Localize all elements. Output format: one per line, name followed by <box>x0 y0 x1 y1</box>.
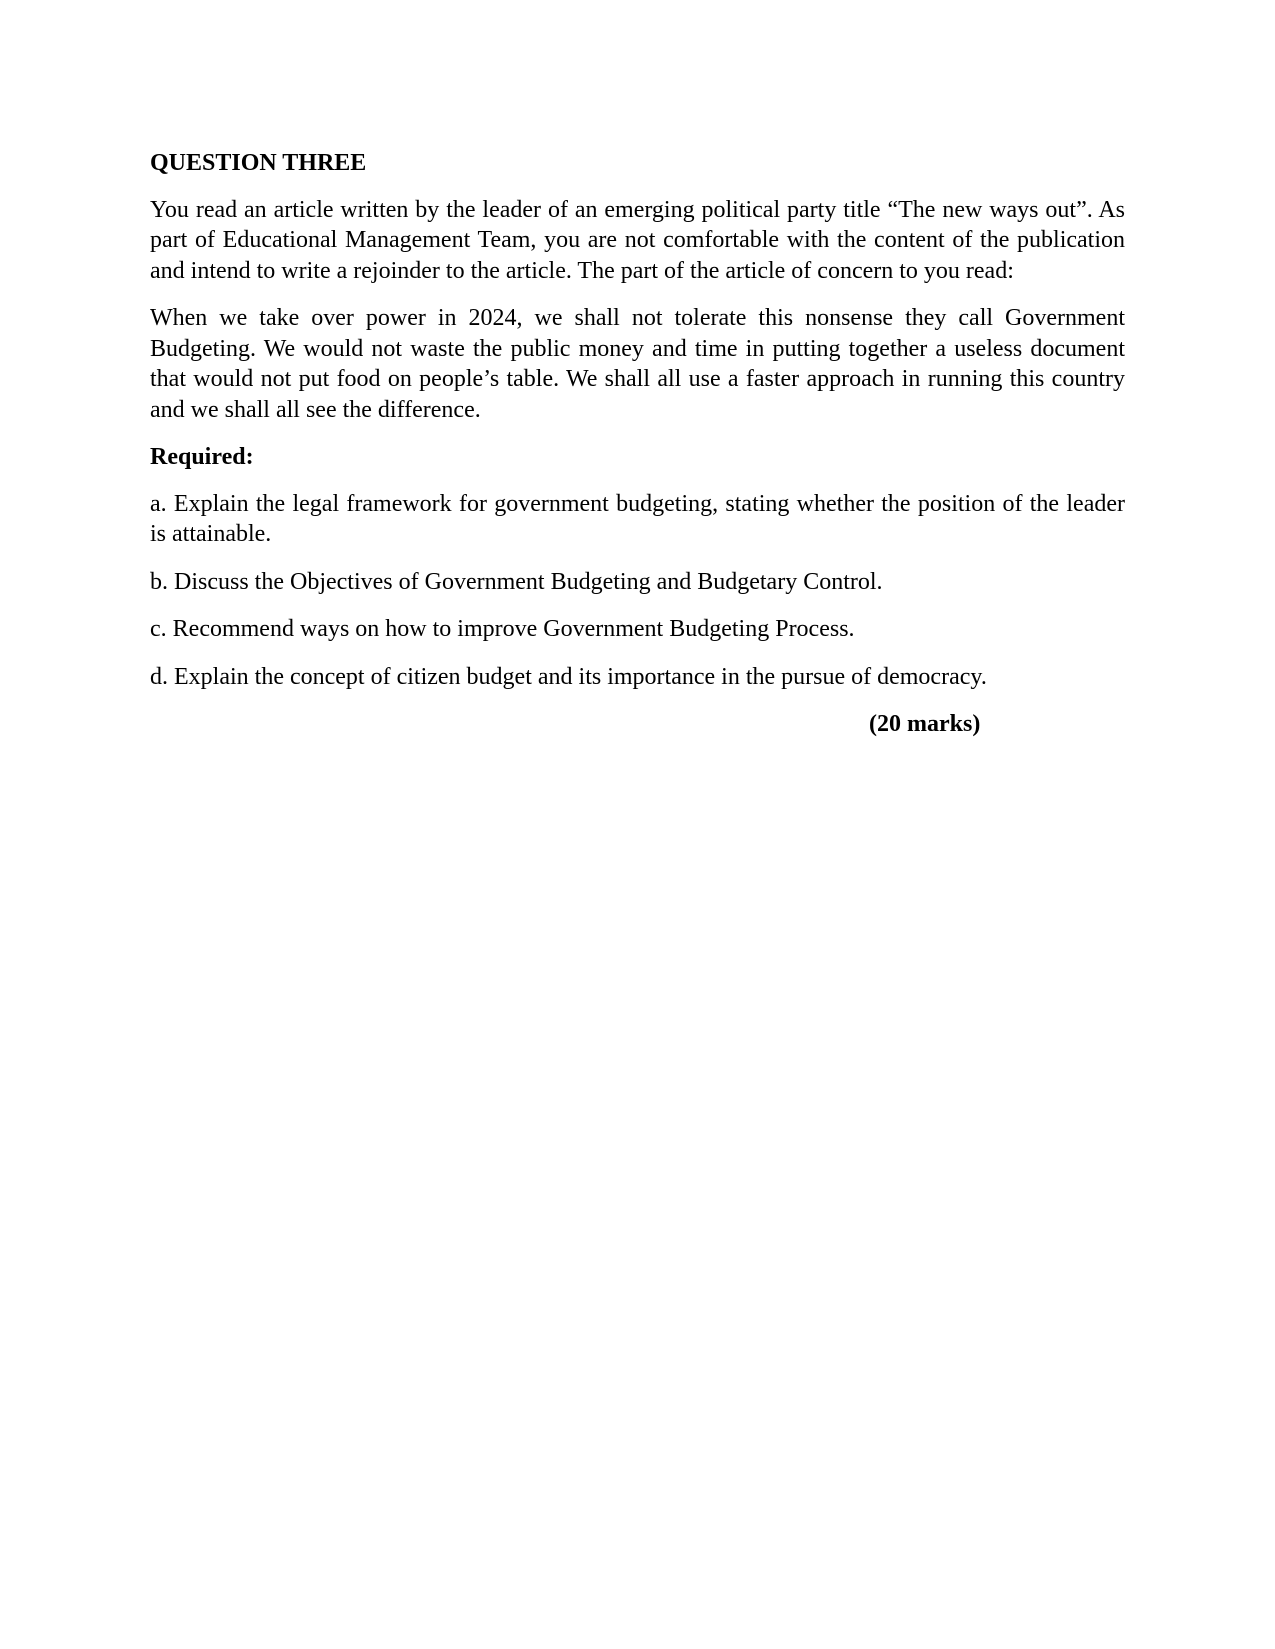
required-label: Required: <box>150 444 254 470</box>
question-item-d: d. Explain the concept of citizen budget and its importance in the pursue of democracy. <box>150 663 987 690</box>
marks-label: (20 marks) <box>869 711 981 737</box>
question-item-c: c. Recommend ways on how to improve Government Budgeting Process. <box>150 616 855 642</box>
question-item-b: b. Discuss the Objectives of Government Budgeting and Budgetary Control. <box>150 568 883 595</box>
intro-paragraph: You read an article written by the leader of an emerging political party title “The new ways out”. As part of Educational Management Team, you are not comfortable with the content of the publication and intend to write a rejoinder to the article. The part of the article of concern to you read: <box>150 196 1125 284</box>
question-item-a: a. Explain the legal framework for government budgeting, stating whether the position of the leader is attainable. <box>150 490 1125 547</box>
question-title: QUESTION THREE <box>150 150 367 176</box>
document-page <box>150 148 1125 740</box>
quoted-article-paragraph: When we take over power in 2024, we shall not tolerate this nonsense they call Government Budgeting. We would not waste the public money and time in putting together a useless document that would not put food on people’s table. We shall all use a faster approach in running this country and we shall all see the difference. <box>150 305 1125 423</box>
